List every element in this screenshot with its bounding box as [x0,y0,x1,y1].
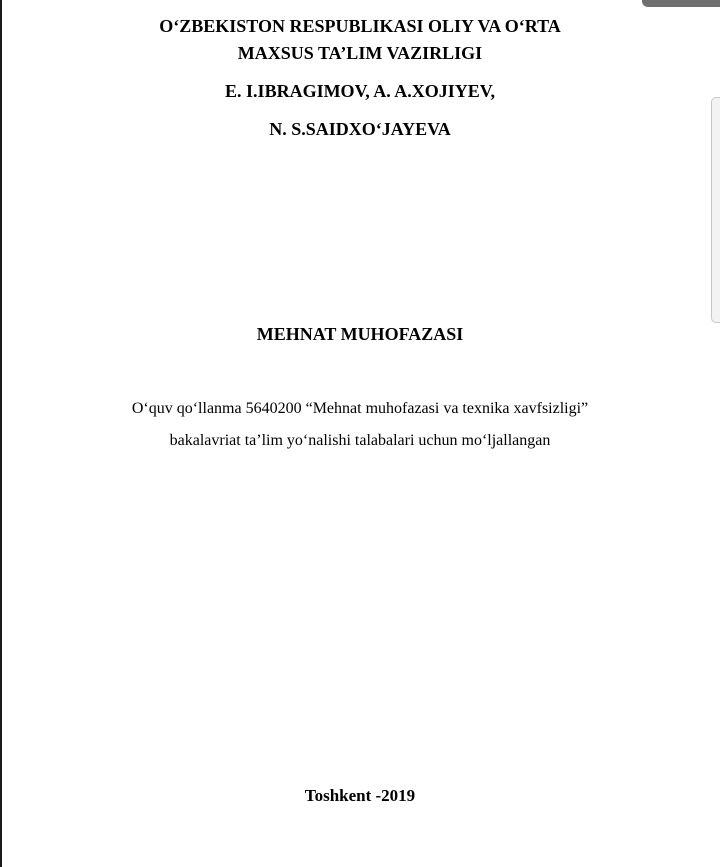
ministry-line-2: MAXSUS TA’LIM VAZIRLIGI [237,43,483,63]
window-corner-tab [642,0,720,7]
authors-line-1: E. I.IBRAGIMOV, A. A.XOJIYEV, [225,81,495,101]
document-title: MEHNAT MUHOFAZASI [256,324,464,344]
description-line-2: bakalavriat ta’lim yo‘nalishi talabalari uchun mo‘ljallangan [169,432,551,449]
place-year: Toshkent -2019 [304,786,416,805]
ministry-line-1: O‘ZBEKISTON RESPUBLIKASI OLIY VA O‘RTA [159,16,561,36]
authors-line-2: N. S.SAIDXO‘JAYEVA [269,119,451,139]
description-line-1: O‘quv qo‘llanma 5640200 “Mehnat muhofazasi va texnika xavfsizligi” [131,400,589,417]
